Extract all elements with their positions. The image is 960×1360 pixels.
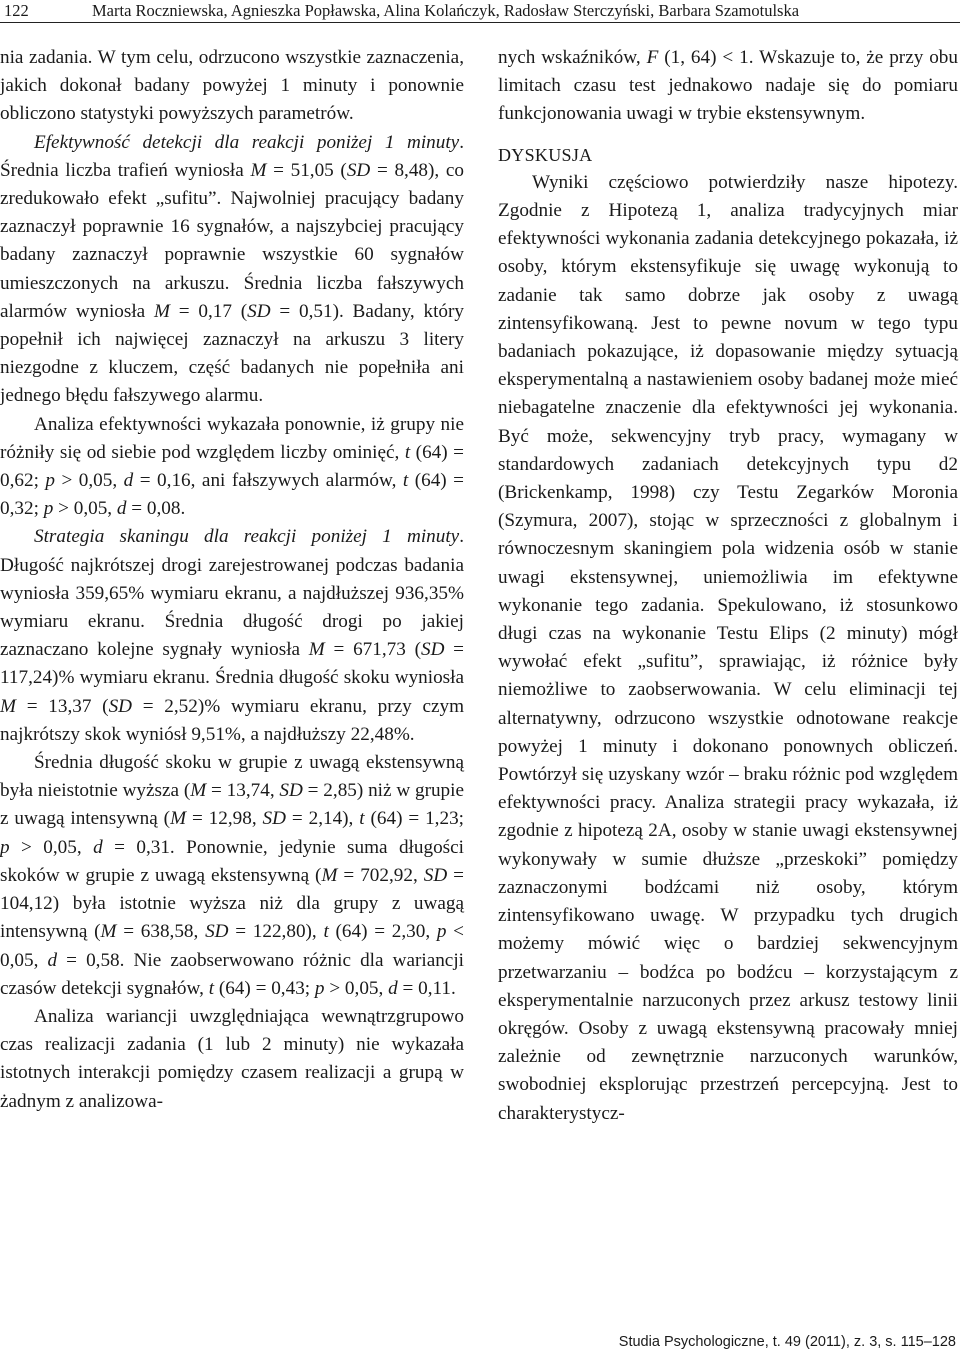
paragraph: Wyniki częściowo potwierdziły nasze hipotezy. Zgodnie z Hipotezą 1, analiza tradycyjnych miar efektywności wykonania zadania detekcyjnego pokazała, iż osoby, którym ekstensyfikuje się uwagę wykonują to zadanie tak samo dobrze jak osoby z uwagą zintensyfikowaną. Jest to pewne novum w tego typu badaniach pokazujące, iż dopasowanie między sytuacją eksperymentalną a nastawieniem osoby badanej może mieć niebagatelne znaczenie dla efektywności jej wykonania. Być może, sekwencyjny tryb pracy, wymagany w standardowych zadaniach detekcyjnych typu d2 (Brickenkamp, 1998) czy Testu Zegarków Moronia (Szymura, 2007), stojąc w sprzeczności z globalnym i równoczesnym skaningiem pola widzenia osób w stanie uwagi ekstensywnej, uniemożliwia im efektywne wykonanie tego zadania. Spekulowano, iż stosunkowo długi czas na wykonanie Testu Elips (2 minuty) mógł wywołać efekt „sufitu”, sprawiając, iż różnice były niemożliwe to zaobserwowania. W celu eliminacji tej alternatywny, odrzucono wszystkie odnotowane reakcje powyżej 1 minuty i dokonano ponownych obliczeń. Powtórzył się uzyskany wzór – braku różnic pod względem efektywności pracy. Analiza strategii pracy wykazała, iż zgodnie z hipotezą 2A, osoby w stanie uwagi ekstensywnej wykonywały w sumie dłuższe „przeskoki” pomiędzy zaznaczonymi bodźcami niż osoby, którym zintensyfikowano uwagę. W przypadku tych drugich możemy mówić więc o bardziej sekwencyjnym przetwarzaniu – bodźca po bodźcu – korzystającym z eksperymentalnie narzuconych przez arkusz testowy linii okręgów. Osoby z uwagą ekstensywną pracowały mniej zależnie od zewnętrznie narzuconych warunków, swobodniej eksplorując przestrzeń percepcyjną. Jest to charakterystycz-: [498, 171, 958, 1124]
running-header: [0, 0, 960, 23]
paragraph: nia zadania. W tym celu, odrzucono wszystkie zaznaczenia, jakich dokonał badany powyżej 1 minuty i ponownie obliczono statystyki powyższych parametrów.: [0, 47, 464, 125]
paragraph: Efektywność detekcji dla reakcji poniżej 1 minuty. Średnia liczba trafień wyniosła M = 51,05 (SD = 8,48), co zredukowało efekt „sufitu”. Najwolniej pracujący badany zaznaczył poprawnie 16 sygnałów, a najszybciej pracujący badany zaznaczył poprawnie wszystkie 60 sygnałów umieszczonych na arkuszu. Średnia liczba fałszywych alarmów wyniosła M = 0,17 (SD = 0,51). Badany, który popełnił ich najwięcej zaznaczył na arkuszu 3 litery niezgodne z kluczem, część badanych nie popełniła ani jednego błędu fałszywego alarmu.: [0, 131, 464, 407]
paragraph: Analiza efektywności wykazała ponownie, iż grupy nie różniły się od siebie pod względem liczby ominięć, t (64) = 0,62; p > 0,05, d = 0,16, ani fałszywych alarmów, t (64) = 0,32; p > 0,05, d = 0,08.: [0, 413, 464, 520]
section-heading: DYSKUSJA: [498, 144, 593, 165]
paragraph: Średnia długość skoku w grupie z uwagą ekstensywną była nieistotnie wyższa (M = 13,74, SD = 2,85) niż w grupie z uwagą intensywną (M = 12,98, SD = 2,14), t (64) = 1,23; p > 0,05, d = 0,31. Ponownie, jedynie suma długości skoków w grupie z uwagą ekstensywną (M = 702,92, SD = 104,12) była istotnie wyższa niż dla grupy z uwagą intensywną (M = 638,58, SD = 122,80), t (64) = 2,30, p < 0,05, d = 0,58. Nie zaobserwowano różnic dla wariancji czasów detekcji sygnałów, t (64) = 0,43; p > 0,05, d = 0,11.: [0, 752, 464, 999]
header-authors: Marta Roczniewska, Agnieszka Popławska, Alina Kolańczyk, Radosław Sterczyński, Barbara Szamotulska: [92, 1, 800, 20]
page-number: 122: [4, 1, 29, 20]
right-column: [498, 44, 958, 1128]
paragraph: Analiza wariancji uwzględniająca wewnątrzgrupowo czas realizacji zadania (1 lub 2 minuty) nie wykazała istotnych interakcji pomiędzy czasem realizacji a grupą w żadnym z analizowa-: [0, 1005, 464, 1112]
left-column: [0, 44, 464, 1116]
journal-citation: Studia Psychologiczne, t. 49 (2011), z. 3, s. 115–128: [618, 1334, 956, 1350]
paragraph: Strategia skaningu dla reakcji poniżej 1 minuty. Długość najkrótszej drogi zarejestrowanej podczas badania wyniosła 359,65% wymiaru ekranu, a najdłuższej 936,35% wymiaru ekranu. Średnia długość drogi po jakiej zaznaczano kolejne sygnały wyniosła M = 671,73 (SD = 117,24)% wymiaru ekranu. Średnia długość skoku wyniosła M = 13,37 (SD = 2,52)% wymiaru ekranu, przy czym najkrótszy skok wyniósł 9,51%, a najdłuższy 22,48%.: [0, 526, 465, 745]
paragraph: nych wskaźników, F (1, 64) < 1. Wskazuje to, że przy obu limitach czasu test jednakowo nadaje się do pomiaru funkcjonowania uwagi w trybie ekstensywnym.: [498, 47, 958, 125]
